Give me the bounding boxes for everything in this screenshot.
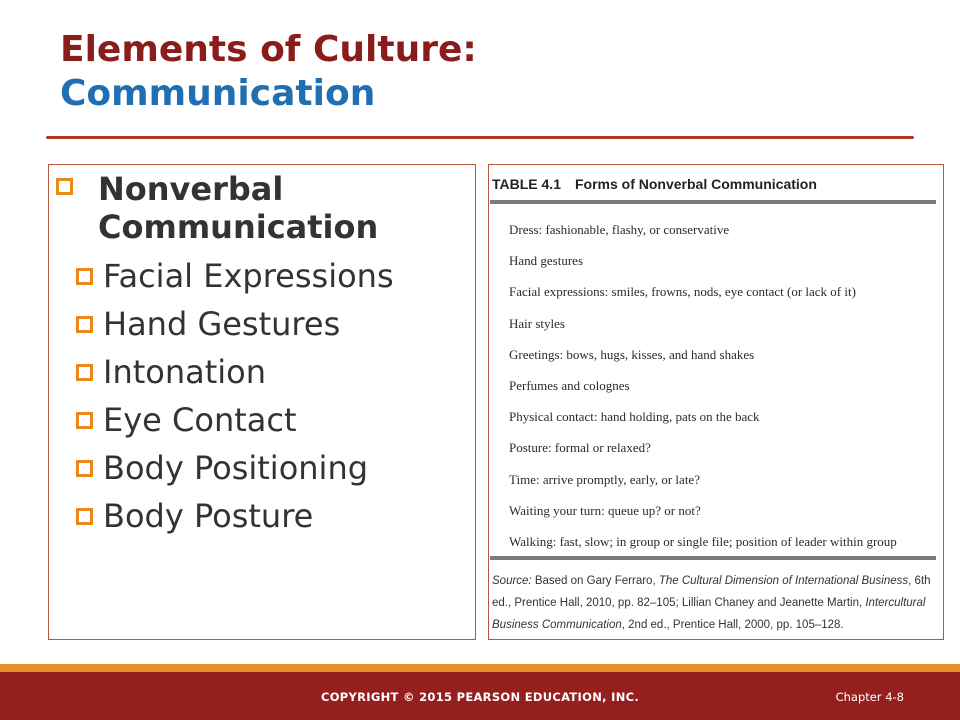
title-line-1: Elements of Culture: — [60, 29, 477, 70]
source-label: Source: — [492, 575, 532, 587]
table-bottom-rule — [490, 556, 936, 560]
table-row: Walking: fast, slow; in group or single file; position of leader within group — [509, 533, 897, 549]
sub-bullet-text: Hand Gestures — [103, 305, 341, 343]
checkbox-bullet-icon — [76, 268, 93, 285]
chapter-number: Chapter 4-8 — [835, 690, 904, 704]
table-number: TABLE 4.1 — [492, 176, 561, 192]
title-line-2: Communication — [60, 73, 376, 114]
source-book-2: Intercultural Business Communication — [492, 597, 926, 631]
sub-bullet-text: Body Posture — [103, 497, 314, 535]
table-row: Waiting your turn: queue up? or not? — [509, 502, 701, 518]
checkbox-bullet-icon — [76, 460, 93, 477]
sub-bullet-text: Eye Contact — [103, 401, 297, 439]
table-row: Hand gestures — [509, 253, 584, 269]
table-row: Time: arrive promptly, early, or late? — [509, 471, 700, 487]
checkbox-bullet-icon — [56, 178, 73, 195]
source-text-3: , 2nd ed., Prentice Hall, 2000, pp. 105–128. — [621, 619, 844, 631]
slide-title — [60, 28, 477, 116]
sub-bullet-text: Intonation — [103, 353, 267, 391]
copyright-text: COPYRIGHT © 2015 PEARSON EDUCATION, INC. — [320, 690, 640, 704]
sub-bullet-text: Facial Expressions — [103, 257, 394, 295]
source-text-1: Based on Gary Ferraro, — [534, 575, 656, 587]
table-top-rule — [490, 200, 936, 204]
table-title — [492, 176, 817, 192]
table-row: Perfumes and colognes — [509, 377, 630, 393]
checkbox-bullet-icon — [76, 364, 93, 381]
source-text-2: , 6th ed., Prentice Hall, 2010, pp. 82–105; Lillian Chaney and Jeanette Martin, — [492, 575, 931, 609]
table-caption: Forms of Nonverbal Communication — [574, 176, 817, 192]
table-row: Greetings: bows, hugs, kisses, and hand shakes — [509, 346, 755, 362]
main-bullet-text: Nonverbal Communication — [98, 170, 379, 246]
source-book-1: The Cultural Dimension of International Business — [658, 575, 909, 587]
title-underline — [46, 136, 914, 139]
table-source-note — [492, 570, 932, 636]
footer-accent-band — [0, 664, 960, 672]
table-row: Physical contact: hand holding, pats on the back — [509, 409, 760, 425]
table-row: Facial expressions: smiles, frowns, nods, eye contact (or lack of it) — [509, 284, 856, 300]
table-row: Posture: formal or relaxed? — [509, 440, 651, 456]
table-rows — [509, 214, 897, 557]
sub-bullet-text: Body Positioning — [103, 449, 369, 487]
checkbox-bullet-icon — [76, 316, 93, 333]
table-row: Dress: fashionable, flashy, or conservative — [509, 222, 730, 237]
checkbox-bullet-icon — [76, 412, 93, 429]
checkbox-bullet-icon — [76, 508, 93, 525]
table-row: Hair styles — [509, 315, 565, 331]
